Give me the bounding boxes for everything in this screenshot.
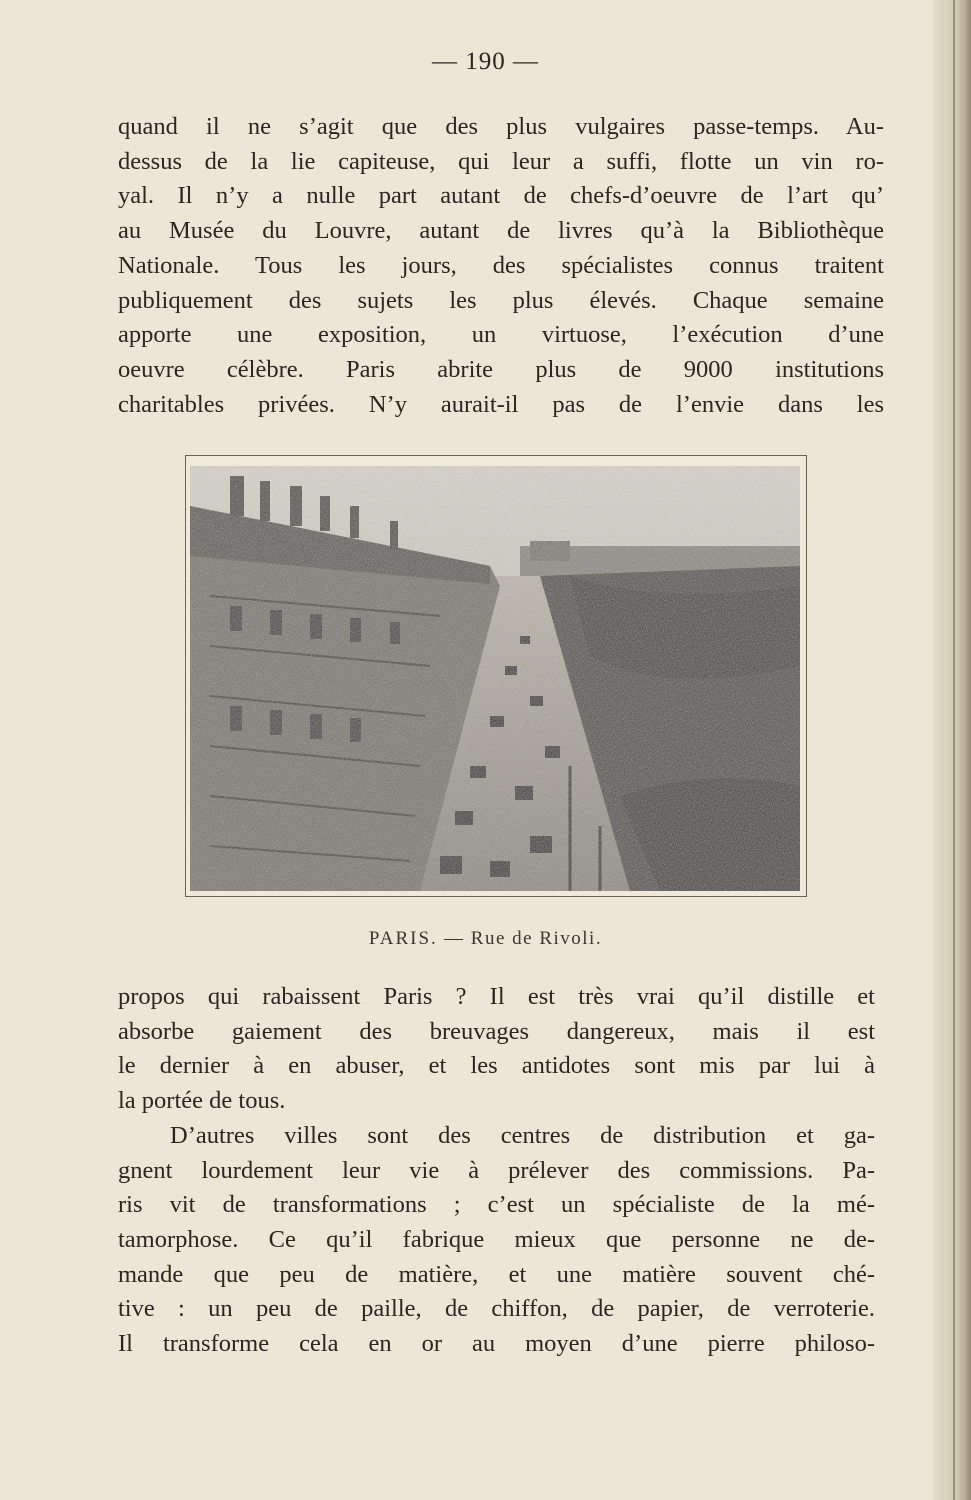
figure-caption — [0, 928, 971, 950]
text-line: apporte une exposition, un virtuose, l’exécution d’une — [118, 321, 884, 349]
text-line: quand il ne s’agit que des plus vulgaires passe-temps. Au- — [118, 113, 884, 140]
text-line: propos qui rabaissent Paris ? Il est très vrai qu’il distille et — [118, 983, 875, 1010]
paragraph-1 — [118, 980, 875, 1119]
text-line: gnent lourdement leur vie à prélever des commissions. Pa- — [118, 1156, 875, 1184]
text-line: Il transforme cela en or au moyen d’une pierre philoso- — [118, 1330, 875, 1358]
caption-text: Rue de Rivoli. — [470, 928, 603, 949]
paragraph-2 — [118, 1119, 875, 1362]
caption-dash: — — [437, 928, 471, 949]
text-line: la portée de tous. — [118, 1087, 286, 1115]
text-line: le dernier à en abuser, et les antidotes sont mis par lui à — [118, 1052, 875, 1080]
text-line: charitables privées. N’y aurait-il pas de l’envie dans les — [118, 390, 884, 418]
text-line: absorbe gaiement des breuvages dangereux, mais il est — [118, 1017, 875, 1045]
text-line: ris vit de transformations ; c’est un spécialiste de la mé- — [118, 1191, 875, 1219]
text-line: publiquement des sujets les plus élevés. Chaque semaine — [118, 286, 884, 314]
text-line: yal. Il n’y a nulle part autant de chefs-d’oeuvre de l’art qu’ — [118, 182, 884, 210]
rue-de-rivoli-photo — [190, 466, 800, 891]
text-line: dessus de la lie capiteuse, qui leur a suffi, flotte un vin ro- — [118, 147, 884, 175]
text-line: au Musée du Louvre, autant de livres qu’à la Bibliothèque — [118, 217, 884, 245]
text-line: Nationale. Tous les jours, des spécialistes connus traitent — [118, 251, 884, 279]
text-line: tamorphose. Ce qu’il fabrique mieux que personne ne de- — [118, 1225, 875, 1253]
text-line: D’autres villes sont des centres de distribution et ga- — [170, 1121, 875, 1149]
bottom-text — [118, 980, 875, 1362]
page-number: — 190 — — [432, 48, 539, 75]
text-line: mande que peu de matière, et une matière souvent ché- — [118, 1260, 875, 1288]
text-line: tive : un peu de paille, de chiffon, de papier, de verroterie. — [118, 1295, 875, 1323]
top-paragraph — [118, 110, 884, 422]
text-line: oeuvre célèbre. Paris abrite plus de 9000 institutions — [118, 355, 884, 383]
caption-title: PARIS. — [368, 928, 438, 949]
page-edge — [933, 0, 971, 1500]
photo-frame — [185, 455, 807, 897]
